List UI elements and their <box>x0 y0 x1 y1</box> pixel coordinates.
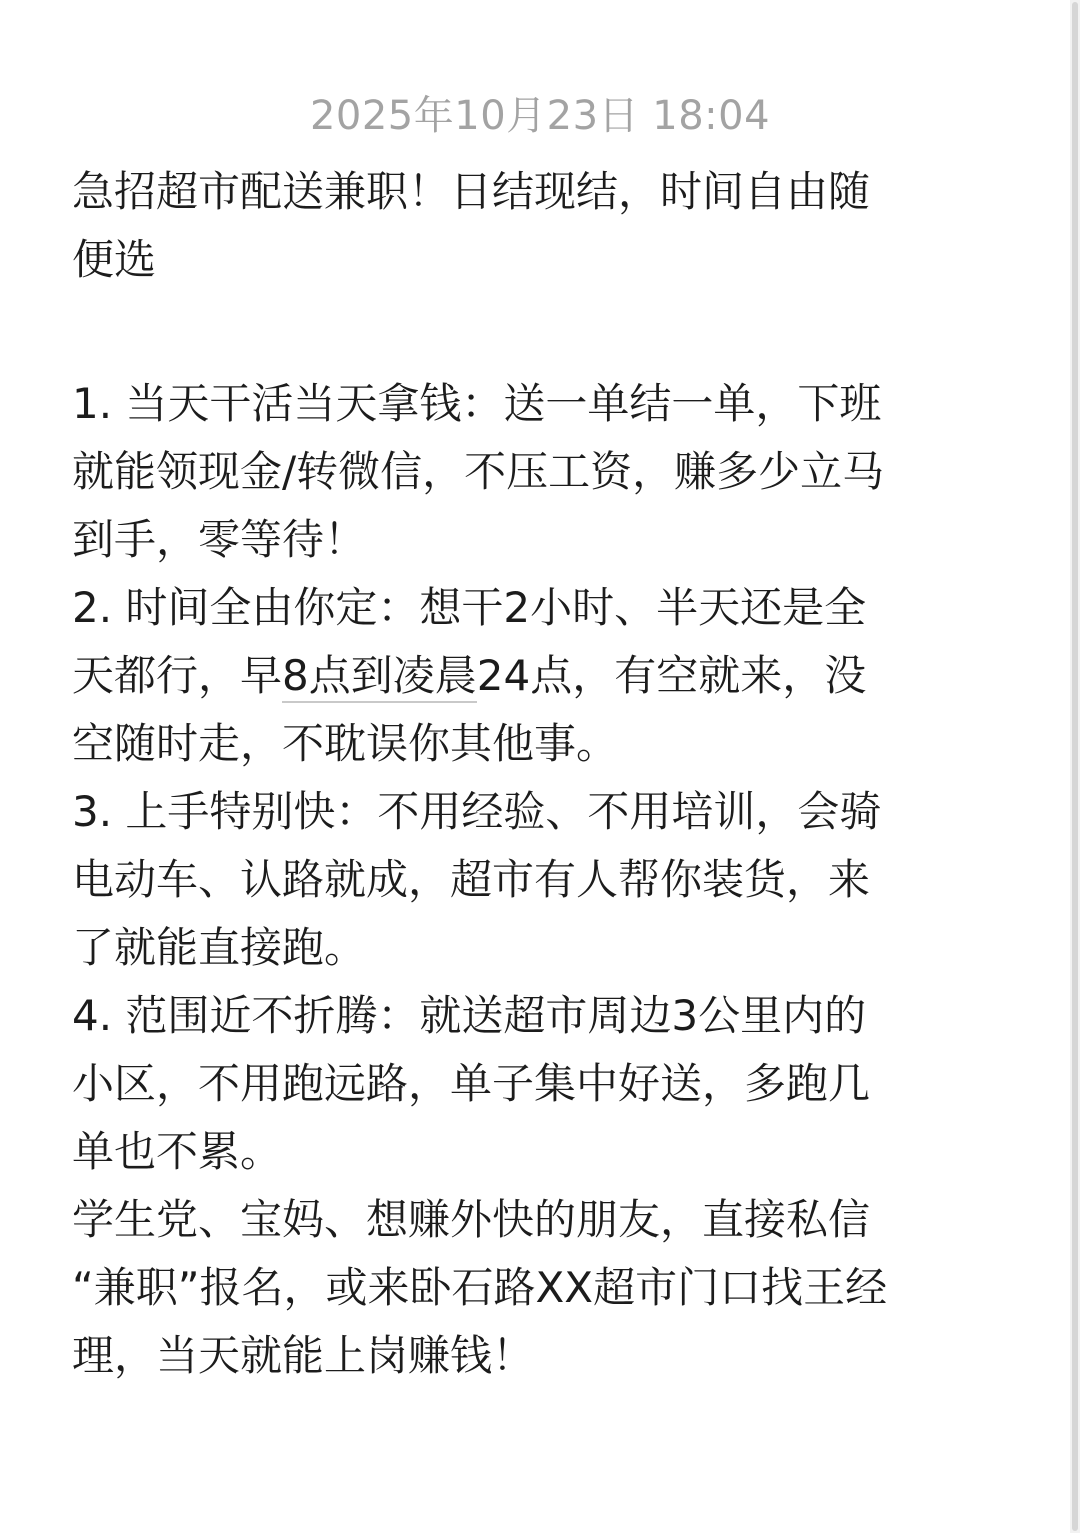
item4-line: 小区，不用跑远路，单子集中好送，多跑几 <box>72 1059 871 1108</box>
item4-line: 单也不累。 <box>72 1127 283 1176</box>
title-line: 急招超市配送兼职！日结现结，时间自由随 <box>72 167 871 216</box>
closing-line: 理，当天就能上岗赚钱！ <box>72 1331 535 1380</box>
item3-line: 了就能直接跑。 <box>72 923 367 972</box>
note-timestamp: 2025年10月23日 18:04 <box>309 93 771 139</box>
spacer <box>72 362 1032 370</box>
blank-line <box>72 294 1032 362</box>
item2-line: 空随时走，不耽误你其他事。 <box>72 719 619 768</box>
item1-line: 就能领现金/转微信，不压工资，赚多少立马 <box>72 447 885 496</box>
closing-line: “兼职”报名，或来卧石路XX超市门口找王经 <box>72 1263 888 1312</box>
item1-line: 到手，零等待！ <box>72 515 367 564</box>
item2-text-before: 天都行，早 <box>72 651 283 700</box>
closing-line: 学生党、宝妈、想赚外快的朋友，直接私信 <box>72 1195 871 1244</box>
item2-line <box>72 642 1032 710</box>
title-line: 便选 <box>72 235 157 284</box>
scrollbar-track[interactable] <box>1070 0 1080 1533</box>
item3-line: 电动车、认路就成，超市有人帮你装货，来 <box>72 855 871 904</box>
item2-line: 2. 时间全由你定：想干2小时、半天还是全 <box>72 583 867 632</box>
item4-line: 4. 范围近不折腾：就送超市周边3公里内的 <box>72 991 867 1040</box>
scrollbar-thumb[interactable] <box>1072 2 1078 1531</box>
item1-line: 1. 当天干活当天拿钱：送一单结一单，下班 <box>72 379 882 428</box>
item2-text-after: 24点，有空就来，没 <box>476 651 867 700</box>
time-range-link[interactable]: 8点到凌晨 <box>282 651 477 703</box>
note-body[interactable] <box>72 158 1032 1390</box>
item3-line: 3. 上手特别快：不用经验、不用培训，会骑 <box>72 787 882 836</box>
